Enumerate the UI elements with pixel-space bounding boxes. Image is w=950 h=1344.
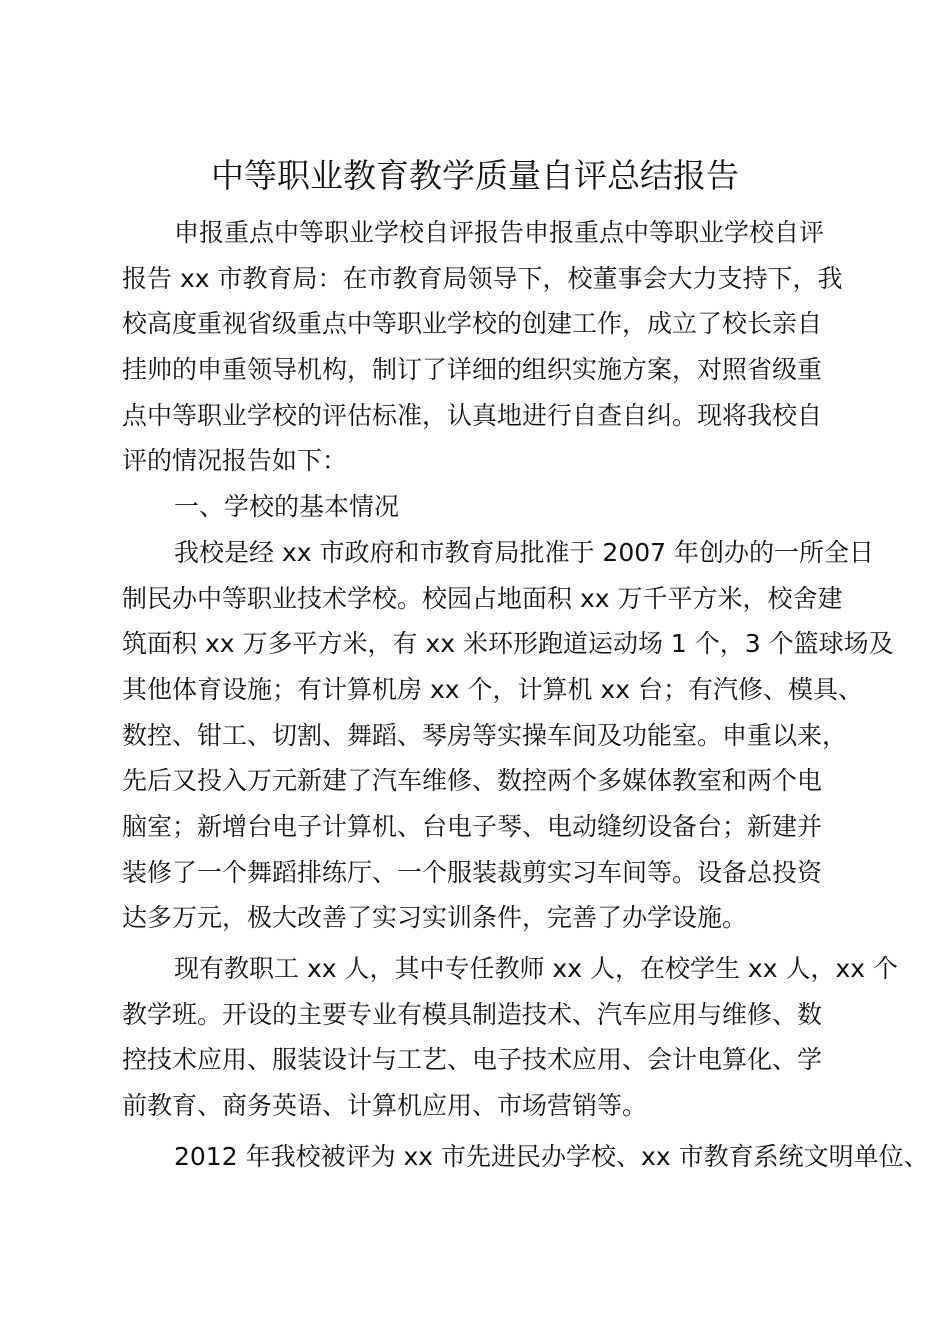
document-body [122,210,929,1179]
paragraph-line: 达多万元，极大改善了实习实训条件，完善了办学设施。 [122,903,748,933]
paragraph-line: 筑面积 xx 万多平方米，有 xx 米环形跑道运动场 1 个，3 个篮球场及 [122,629,894,659]
paragraph-line: 挂帅的申重领导机构，制订了详细的组织实施方案，对照省级重 [122,355,823,385]
paragraph-line: 控技术应用、服装设计与工艺、电子技术应用、会计电算化、学 [122,1045,823,1075]
paragraph-line: 点中等职业学校的评估标准，认真地进行自查自纠。现将我校自 [122,400,823,430]
paragraph-line: 制民办中等职业技术学校。校园占地面积 xx 万千平方米，校舍建 [122,583,843,613]
paragraph-line: 校高度重视省级重点中等职业学校的创建工作，成立了校长亲自 [122,309,823,339]
paragraph-line: 我校是经 xx 市政府和市教育局批准于 2007 年创办的一所全日 [174,537,875,567]
paragraph-line: 先后又投入万元新建了汽车维修、数控两个多媒体教室和两个电 [122,766,823,796]
section-heading: 一、学校的基本情况 [174,492,400,522]
paragraph-line: 现有教职工 xx 人，其中专任教师 xx 人，在校学生 xx 人，xx 个 [174,954,898,983]
paragraph-line: 评的情况报告如下： [122,446,348,476]
paragraph-line: 装修了一个舞蹈排练厅、一个服装裁剪实习车间等。设备总投资 [122,857,823,887]
paragraph-line: 申报重点中等职业学校自评报告申报重点中等职业学校自评 [174,218,825,247]
paragraph-line: 数控、钳工、切割、舞蹈、琴房等实操车间及功能室。申重以来， [122,720,848,750]
paragraph-line: 报告 xx 市教育局：在市教育局领导下，校董事会大力支持下，我 [122,263,843,293]
document-title: 中等职业教育教学质量自评总结报告 [211,156,739,195]
paragraph-line: 前教育、商务英语、计算机应用、市场营销等。 [122,1091,648,1121]
paragraph-line: 其他体育设施；有计算机房 xx 个，计算机 xx 台；有汽修、模具、 [122,674,863,704]
paragraph-line: 脑室；新增台电子计算机、台电子琴、电动缝纫设备台；新建并 [122,811,823,841]
paragraph-line: 2012 年我校被评为 xx 市先进民办学校、xx 市教育系统文明单位、 [174,1141,929,1171]
paragraph-line: 教学班。开设的主要专业有模具制造技术、汽车应用与维修、数 [122,999,823,1029]
